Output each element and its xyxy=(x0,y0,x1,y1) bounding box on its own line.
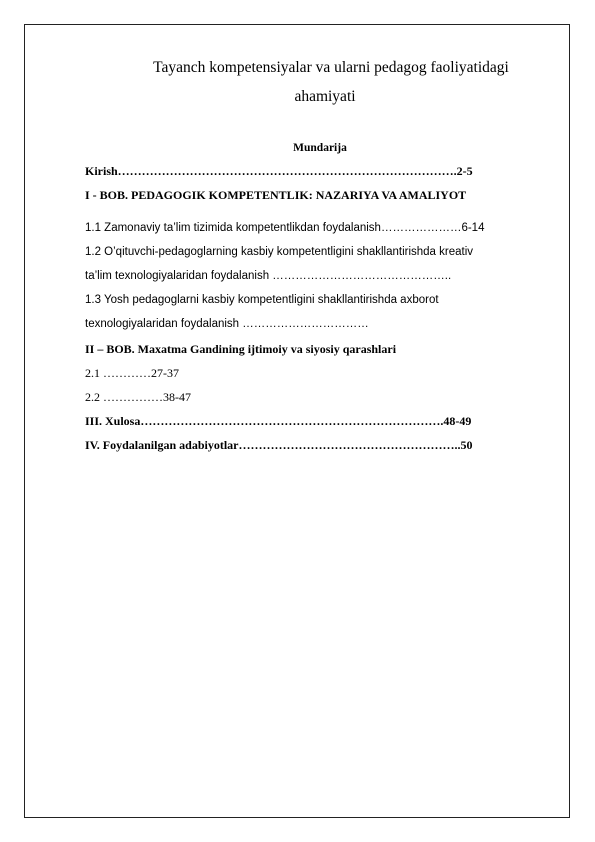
toc-entry-2-2: 2.2 ……………38-47 xyxy=(85,390,191,404)
title-line-2: ahamiyati xyxy=(294,88,356,105)
toc-entry-1-1: 1.1 Zamonaviy ta’lim tizimida kompetentlikdan foydalanish…………………6-14 xyxy=(85,222,485,234)
toc-entry-xulosa: III. Xulosa………………………………………………………………….48-49 xyxy=(85,414,472,428)
document-title xyxy=(100,53,550,111)
toc-entry-chapter-2: II – BOB. Maxatma Gandining ijtimoiy va siyosiy qarashlari xyxy=(85,342,397,356)
toc-entry-2-1: 2.1 …………27-37 xyxy=(85,366,179,380)
toc-entry-1-2: 1.2 O’qituvchi-pedagoglarning kasbiy kompetentligini shakllantirishda kreativ xyxy=(85,246,474,258)
toc-entry-adabiyotlar: IV. Foydalanilgan adabiyotlar………………………………………………..50 xyxy=(85,438,473,452)
toc-entry-1-3: 1.3 Yosh pedagoglarni kasbiy kompetentligini shakllantirishda axborot xyxy=(85,294,439,306)
title-line-1: Tayanch kompetensiyalar va ularni pedagog faoliyatidagi xyxy=(153,59,509,76)
toc-entry-kirish: Kirish………………………………………………………………………….2-5 xyxy=(85,164,473,178)
toc-entry-chapter-1: I - BOB. PEDAGOGIK KOMPETENTLIK: NAZARIYA VA AMALIYOT xyxy=(85,188,467,202)
toc-heading: Mundarija xyxy=(293,142,347,154)
toc-entry-1-2-cont: ta’lim texnologiyalaridan foydalanish ……………………………………….. xyxy=(85,270,452,282)
toc-entry-1-3-cont: texnologiyalaridan foydalanish …………………………… xyxy=(85,318,369,330)
